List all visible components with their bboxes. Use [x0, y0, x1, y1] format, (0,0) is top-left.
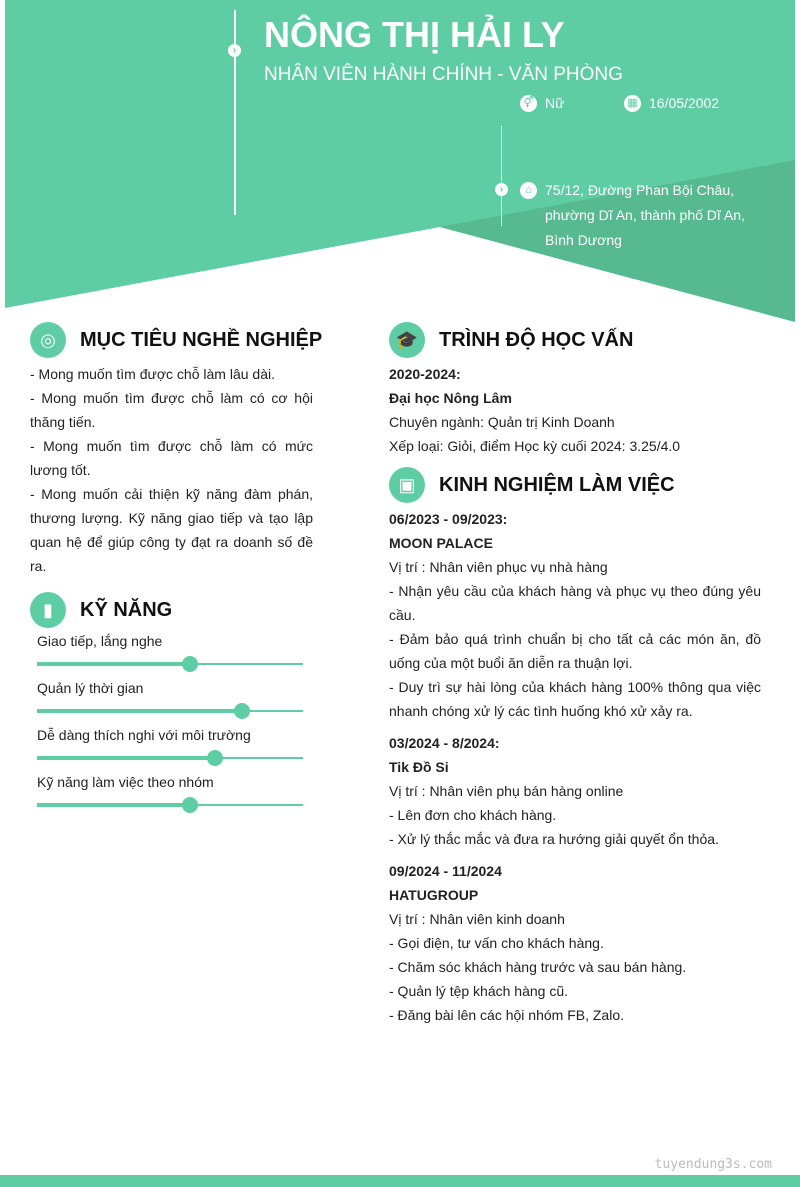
job-detail: Vị trí : Nhân viên phụ bán hàng online	[389, 783, 624, 799]
address: 75/12, Đường Phan Bội Châu, phường Dĩ An, thành phố Dĩ An, Bình Dương	[545, 182, 745, 248]
skill-fill	[37, 662, 190, 666]
skill-item	[37, 680, 303, 712]
job-period: 03/2024 - 8/2024:	[389, 735, 500, 751]
job-entry	[389, 507, 761, 723]
skill-bar	[37, 663, 303, 665]
gender: Nữ	[545, 95, 565, 111]
education-heading: TRÌNH ĐỘ HỌC VẤN	[439, 328, 634, 351]
skill-bar	[37, 757, 303, 759]
skill-label: Giao tiếp, lắng nghe	[37, 633, 163, 649]
skill-knob	[234, 703, 250, 719]
timeline-line	[501, 126, 502, 226]
chevron-icon: ›	[228, 44, 241, 57]
job-detail: - Duy trì sự hài lòng của khách hàng 100% thông qua việc nhanh chóng xử lý các tình huống khó xử xảy ra.	[389, 679, 761, 719]
job-period: 06/2023 - 09/2023:	[389, 511, 508, 527]
timeline-line	[234, 10, 236, 215]
objective-item: - Mong muốn cải thiện kỹ năng đàm phán, thương lượng. Kỹ năng giao tiếp và tạo lập quan hệ để giúp công ty đạt ra doanh số đề ra.	[30, 486, 313, 574]
skill-fill	[37, 803, 190, 807]
job-entry	[389, 859, 761, 1027]
home-icon: ⌂	[520, 182, 537, 199]
skill-knob	[207, 750, 223, 766]
job-detail: - Lên đơn cho khách hàng.	[389, 807, 557, 823]
job-detail: - Quản lý tệp khách hàng cũ.	[389, 983, 568, 999]
skill-fill	[37, 756, 215, 760]
skill-knob	[182, 656, 198, 672]
objective-item: - Mong muốn tìm được chỗ làm lâu dài.	[30, 366, 275, 382]
dob: 16/05/2002	[649, 95, 720, 111]
skill-bar	[37, 710, 303, 712]
watermark: tuyendung3s.com	[654, 1157, 772, 1172]
chart-icon: ▮	[30, 592, 66, 628]
skill-item	[37, 633, 303, 665]
job-title: NHÂN VIÊN HÀNH CHÍNH - VĂN PHÒNG	[264, 64, 623, 85]
objective-heading: MỤC TIÊU NGHỀ NGHIỆP	[80, 328, 323, 351]
grade: Xếp loại: Giỏi, điểm Học kỳ cuối 2024: 3.25/4.0	[389, 438, 681, 454]
target-icon: ◎	[30, 322, 66, 358]
skill-knob	[182, 797, 198, 813]
objective-item: - Mong muốn tìm được chỗ làm có cơ hội thăng tiến.	[30, 390, 313, 430]
footer-bar	[0, 1175, 800, 1187]
job-detail: - Xử lý thắc mắc và đưa ra hướng giải quyết ổn thỏa.	[389, 831, 719, 847]
chevron-icon: ›	[495, 183, 508, 196]
school: Đại học Nông Lâm	[389, 390, 512, 406]
candidate-name: NÔNG THỊ HẢI LY	[264, 14, 565, 55]
graduation-cap-icon: 🎓	[389, 322, 425, 358]
skill-fill	[37, 709, 242, 713]
major: Chuyên ngành: Quản trị Kinh Doanh	[389, 414, 615, 430]
company: Tik Đồ Si	[389, 759, 449, 775]
skill-label: Kỹ năng làm việc theo nhóm	[37, 774, 214, 790]
calendar-icon: ▦	[624, 95, 641, 112]
job-detail: Vị trí : Nhân viên phục vụ nhà hàng	[389, 559, 608, 575]
briefcase-icon: ▣	[389, 467, 425, 503]
skill-item	[37, 774, 303, 806]
skills-heading: KỸ NĂNG	[80, 598, 173, 621]
job-detail: - Gọi điện, tư vấn cho khách hàng.	[389, 935, 604, 951]
job-detail: - Chăm sóc khách hàng trước và sau bán hàng.	[389, 959, 687, 975]
gender-icon: ⚥	[520, 95, 537, 112]
skill-bar	[37, 804, 303, 806]
skill-label: Dễ dàng thích nghi với môi trường	[37, 727, 251, 743]
job-detail: - Đăng bài lên các hội nhóm FB, Zalo.	[389, 1007, 625, 1023]
skill-label: Quản lý thời gian	[37, 680, 144, 696]
job-detail: - Đảm bảo quá trình chuẩn bị cho tất cả các món ăn, đồ uống của một buổi ăn diễn ra thuận lợi.	[389, 631, 761, 671]
skill-item	[37, 727, 303, 759]
experience-heading: KINH NGHIỆM LÀM VIỆC	[439, 473, 675, 496]
job-period: 09/2024 - 11/2024	[389, 863, 502, 879]
objective-item: - Mong muốn tìm được chỗ làm có mức lương tốt.	[30, 438, 313, 478]
job-entry	[389, 731, 761, 851]
company: HATUGROUP	[389, 887, 479, 903]
job-detail: - Nhận yêu cầu của khách hàng và phục vụ theo đúng yêu cầu.	[389, 583, 761, 623]
education-period: 2020-2024:	[389, 366, 461, 382]
company: MOON PALACE	[389, 535, 493, 551]
job-detail: Vị trí : Nhân viên kinh doanh	[389, 911, 565, 927]
